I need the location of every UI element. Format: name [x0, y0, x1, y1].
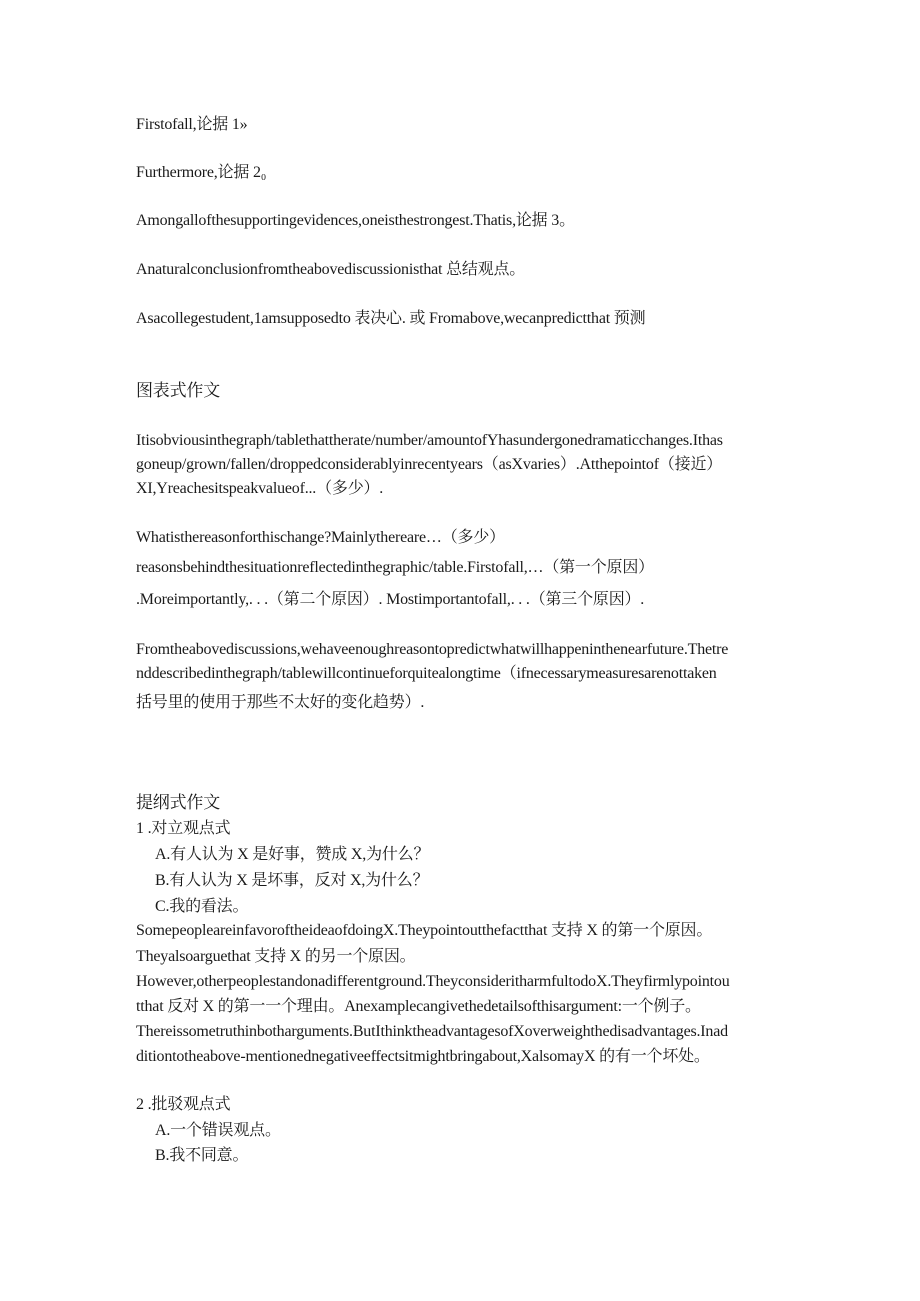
- chart-p2-line-1: Whatisthereasonforthischange?Mainlythereare…（多少）: [136, 529, 505, 546]
- chart-p1-line-2: goneup/grown/fallen/droppedconsiderablyinrecentyears（asXvaries）.Atthepointof（接近）: [136, 456, 723, 473]
- chart-essay-title: 图表式作文: [136, 381, 220, 400]
- section2-heading: 2 .批驳观点式: [136, 1096, 231, 1113]
- section1-body-line-2: Theyalsoarguethat 支持 X 的另一个原因。: [136, 948, 416, 965]
- section1-item-b: B.有人认为 X 是坏事，反对 X,为什么？: [155, 872, 429, 889]
- section1-item-a: A.有人认为 X 是好事，赞成 X,为什么？: [155, 846, 430, 863]
- chart-p1-line-1: Itisobviousinthegraph/tablethattherate/number/amountofYhasundergonedramaticchanges.Ithas: [136, 432, 723, 449]
- outline-essay-title: 提纲式作文: [136, 793, 220, 812]
- section1-heading: 1 .对立观点式: [136, 820, 231, 837]
- chart-p1-line-3: XI,Yreachesitspeakvalueof...（多少）.: [136, 480, 384, 497]
- section1-body-line-3: However,otherpeoplestandonadifferentground.TheyconsideritharmfultodoX.Theyfirmlypointou: [136, 973, 730, 990]
- intro-line-2: Furthermore,论据 2₀: [136, 164, 267, 181]
- intro-line-5: Asacollegestudent,1amsupposedto 表决心. 或 Fromabove,wecanpredictthat 预测: [136, 310, 646, 327]
- chart-p3-line-1: Fromtheabovediscussions,wehaveenoughreasontopredictwhatwillhappeninthenearfuture.Thetre: [136, 641, 729, 658]
- section2-item-b: B.我不同意。: [155, 1147, 249, 1164]
- chart-p3-line-3: 括号里的使用于那些不太好的变化趋势）.: [136, 694, 425, 711]
- section1-item-c: C.我的看法。: [155, 898, 249, 915]
- intro-line-4: Anaturalconclusionfromtheabovediscussionisthat 总结观点。: [136, 261, 526, 278]
- section2-item-a: A.一个错误观点。: [155, 1122, 281, 1139]
- chart-p2-line-3: .Moreimportantly,. . .（第二个原因）. Mostimportantofall,. . .（第三个原因）.: [136, 591, 645, 608]
- section1-body-line-1: SomepeopleareinfavoroftheideaofdoingX.Theypointoutthefactthat 支持 X 的第一个原因。: [136, 922, 713, 939]
- chart-p3-line-2: nddescribedinthegraph/tablewillcontinueforquitealongtime（ifnecessarymeasuresarenottaken: [136, 665, 717, 682]
- chart-p2-line-2: reasonsbehindthesituationreflectedinthegraphic/table.Firstofall,…（第一个原因）: [136, 559, 654, 576]
- section1-body-line-6: ditiontotheabove-mentionednegativeeffectsitmightbringabout,XalsomayX 的有一个坏处。: [136, 1048, 710, 1065]
- intro-line-3: Amongallofthesupportingevidences,oneisthestrongest.Thatis,论据 3。: [136, 212, 575, 229]
- intro-line-1: Firstofall,论据 1»: [136, 116, 248, 133]
- section1-body-line-5: Thereissometruthinbotharguments.ButIthinktheadvantagesofXoverweighthedisadvantages.Inad: [136, 1023, 728, 1040]
- section1-body-line-4: tthat 反对 X 的第一一个理由。Anexamplecangivethedetailsofthisargument:一个例子。: [136, 998, 701, 1015]
